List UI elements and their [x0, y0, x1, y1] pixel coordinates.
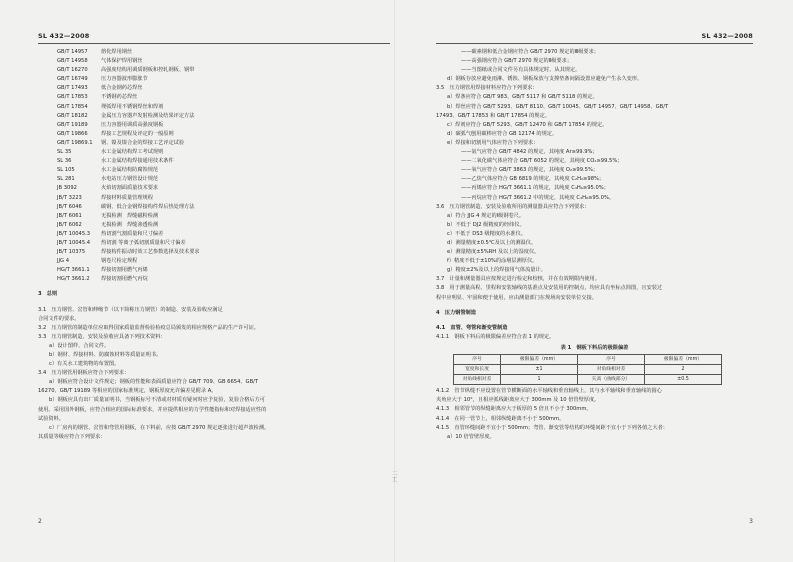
reference-code: GB/T 17493	[57, 85, 88, 92]
reference-title: 水工金属结构防腐蚀规范	[101, 167, 159, 174]
table-row	[454, 365, 722, 375]
clause-3-4-c: c）厂房内的钢管、岔管和弯管用钢板，在下料前，应按 GB/T 2970 规定逐张进行超声波检测。	[49, 424, 270, 431]
clause-3-4-b-cont: 使用。采用国外钢板，应符合相应的国际标准要求，并应提供相应的力学性能指标和对焊接适应性的	[38, 406, 267, 413]
table-header-row	[454, 355, 722, 365]
clause-3-5-c: c）焊剂应符合 GB/T 5293、GB/T 12470 和 GB/T 17854 的规定。	[447, 121, 608, 128]
reference-code: SL 281	[57, 176, 75, 183]
clause-3-4-a-cont: 16270、GB/T 19189 等相应的国家标准规定，钢板厚度允许偏差见附录 A。	[38, 388, 217, 395]
reference-code: GB/T 19866	[57, 130, 88, 137]
reference-code: SL 36	[57, 158, 72, 165]
section-4-1-heading: 4.1 直管、弯管和渐变管制造	[436, 324, 508, 331]
reference-code: SL 105	[57, 167, 75, 174]
reference-title: 焊接切割用燃气丙烷	[101, 276, 148, 283]
reference-entry	[38, 112, 390, 121]
clause-4-1-3: 4.1.3 相邻管节的纵缝距离应大于板厚的 5 倍且不小于 300mm。	[436, 406, 592, 413]
clause-3-6-c: c）不低于 DS3 级精度的水准仪。	[447, 230, 526, 237]
clause-4-1-5-a: a）10 倍管壁厚度。	[447, 433, 495, 440]
reference-title: 埋弧焊用不锈钢焊丝和焊剂	[101, 103, 164, 110]
gas-item-5: ——丙烯应符合 HG/T 3661.1 的规定，其纯度 C₃H₆≥95.0%；	[461, 185, 609, 192]
grade-item-3: ——当图纸或合同文件另有具体规定时，从其规定。	[461, 67, 581, 74]
clause-3-5-d: d）碳弧气刨用碳棒应符合 GB 12174 的规定。	[447, 130, 558, 137]
clause-3-4-d: d）钢板存放应避免雨淋、锈蚀、钢板垛放与支撑垫条间隔设置应避免产生永久变形。	[447, 76, 643, 83]
clause-3-2: 3.2 压力钢管的制造单位应取得国家质量监督检验检疫总局颁发的相应规格产品的生产许可证。	[38, 324, 259, 331]
clause-3-4-b: b）钢板应具有出厂质量证明书，当钢板标号不清或对材质有疑问时应予复验，复验合格后方可	[49, 397, 265, 404]
clause-3-4-b-cont2: 试验资料。	[38, 415, 64, 422]
reference-title: 熔化焊用钢丝	[101, 49, 133, 55]
reference-entry	[38, 66, 390, 75]
clause-3-3-a: a）设计图样、合同文件。	[49, 342, 110, 349]
reference-entry	[38, 121, 390, 130]
clause-4-1-4: 4.1.4 在同一管节上，相邻纵缝距离不小于 500mm。	[436, 415, 565, 422]
reference-code: JJG 4	[57, 258, 70, 265]
left-body	[38, 48, 390, 442]
reference-title: 火焰切割面质量技术要求	[101, 185, 159, 192]
table-row	[454, 375, 722, 385]
table-header-cell: 极限偏差（mm）	[645, 355, 722, 365]
reference-title: 压力容器波形膨胀节	[101, 76, 148, 83]
reference-title: 水工金属结构焊接通用技术条件	[101, 158, 174, 165]
normative-references-list	[38, 48, 390, 284]
reference-entry	[38, 248, 390, 257]
table-cell: 宽度和长度	[454, 365, 501, 375]
table-header-cell: 序号	[454, 355, 501, 365]
reference-entry	[38, 230, 390, 239]
reference-code: GB/T 14958	[57, 58, 88, 65]
reference-title: 钢、镍及镍合金的焊接工艺评定试验	[101, 139, 185, 146]
clause-3-5: 3.5 压力钢管用焊接材料应符合下列要求：	[436, 85, 538, 92]
reference-code: JB/T 10375	[57, 249, 86, 256]
right-page-number: 3	[749, 518, 753, 525]
reference-code: JB/T 10045.4	[57, 239, 91, 246]
clause-3-1: 3.1 压力钢管、岔管和伸缩节（以下简称压力钢管）的制造、安装及验收应满足	[38, 306, 223, 313]
reference-entry	[38, 212, 390, 221]
table-cell: ±1	[501, 365, 578, 375]
clause-3-6-a: a）符合 JJG 4 规定的Ⅰ级钢卷尺。	[447, 212, 525, 219]
reference-title: 气体保护焊用钢丝	[101, 58, 143, 65]
reference-code: JB/T 6046	[57, 203, 82, 210]
reference-title: 焊接工艺规程及评定的一般原则	[101, 130, 174, 137]
reference-entry	[38, 275, 390, 284]
clause-4-1-1: 4.1.1 钢板下料后的极限偏差应符合表 1 的规定。	[436, 333, 555, 340]
reference-title: 热切割 等离子弧切割质量和尺寸偏差	[101, 239, 186, 246]
table-cell: 对角线相对差	[454, 375, 501, 385]
clause-3-5-b-cont: 17493、GB/T 17853 和 GB/T 17854 的规定。	[436, 112, 550, 119]
reference-entry	[38, 166, 390, 175]
reference-code: SL 35	[57, 149, 72, 156]
reference-title: 高强度结构用调质钢板和控轧钢板、钢带	[101, 67, 195, 74]
clause-4-1-2: 4.1.2 管节纵缝不应设置在管节横断面的水平轴线和垂直轴线上，其与水平轴线和垂直轴线的圆心	[436, 388, 662, 395]
reference-code: GB/T 16270	[57, 67, 88, 74]
clause-3-8-cont: 程中应明显、牢固和便于使用，应由测量部门在规场向安装单位交接。	[436, 294, 597, 301]
clause-3-6-b: b）不低于 DJ2 级精度的经纬仪。	[447, 221, 525, 228]
reference-entry	[38, 221, 390, 230]
clause-3-6-f: f）精度不低于±10%的涂層层测厚仪。	[447, 258, 538, 265]
reference-entry	[38, 257, 390, 266]
table-cell: 1	[501, 375, 578, 385]
reference-title: 焊接材料质量管理规程	[101, 194, 153, 201]
reference-title: 钢卷尺检定规程	[101, 258, 138, 265]
right-page	[396, 0, 793, 562]
reference-code: GB/T 17854	[57, 103, 88, 110]
reference-code: GB/T 19189	[57, 121, 88, 128]
clause-3-6: 3.6 压力钢管制造、安装及验收所用的测量器具应符合下列要求：	[436, 203, 590, 210]
gas-item-6: ——丙烷应符合 HG/T 3661.2 中的规定，其纯度 C₃H₈≥95.0%。	[461, 194, 615, 201]
clause-4-1-5: 4.1.5 直管环缝间距不宜小于 500mm；弯管、渐变管等结构的环缝间距不宜小于下列各值之大者：	[436, 424, 668, 431]
reference-title: 无损检测 焊缝渗透检测	[101, 221, 159, 228]
reference-entry	[38, 48, 390, 57]
reference-entry	[38, 203, 390, 212]
reference-code: JB 3092	[57, 185, 77, 192]
reference-title: 金属压力容器声发射检测及结果评定方法	[101, 112, 195, 119]
clause-4-1-2-cont: 夹角应大于 10°，且相应弧线距离应大于 300mm 及 10 倍管壁厚度。	[436, 397, 600, 404]
clause-3-3-b: b）钢材、焊接材料、防腐蚀材料等质量证明书。	[49, 352, 162, 358]
reference-title: 低合金钢药芯焊丝	[101, 85, 143, 92]
reference-title: 压力容器用调质高强度钢板	[101, 121, 164, 128]
reference-title: 无损检测 焊缝磁粉检测	[101, 212, 159, 219]
reference-title: 焊接构件振动时效工艺参数选择及技术要求	[101, 249, 200, 256]
clause-3-1-cont: 合同文件的要求。	[38, 315, 80, 322]
table-header-cell: 极限偏差（mm）	[501, 355, 578, 365]
reference-entry	[38, 148, 390, 157]
clause-3-3-c: c）有关水工建筑物的布置图。	[49, 361, 120, 368]
clause-3-5-a: a）焊条应符合 GB/T 983、GB/T 5117 和 GB/T 5118 的规定。	[447, 94, 598, 101]
reference-code: GB/T 19869.1	[57, 139, 93, 146]
table-header-cell: 序号	[578, 355, 645, 365]
right-header: SL 432—2008	[701, 32, 753, 40]
reference-code: JB/T 10045.3	[57, 230, 91, 237]
clause-3-6-d: d）测量精度±0.5℃及以上的测温仪。	[447, 239, 537, 246]
table-cell: 矢高（曲线部分）	[578, 375, 645, 385]
section-4-heading: 4 压力钢管制造	[436, 309, 476, 316]
clause-3-4-c-cont: 其质量等级应符合下列要求：	[38, 433, 106, 440]
table-cell: 2	[645, 365, 722, 375]
clause-3-3: 3.3 压力钢管制造、安装及验收应具备下列技术资料：	[38, 333, 166, 340]
reference-entry	[38, 175, 390, 184]
reference-code: HG/T 3661.1	[57, 267, 90, 274]
clause-3-5-e: e）焊接和切割用气体应符合下列要求：	[447, 139, 539, 146]
gas-item-3: ——氧气应符合 GB/T 3863 的规定，其纯度 O₂≥99.5%；	[461, 167, 599, 174]
reference-code: GB/T 17853	[57, 94, 88, 101]
clause-3-8: 3.8 用于测量高程、里程和安装轴线的基准点及安装用的控制点，均应具有坐标点简图，且安装过	[436, 285, 663, 292]
reference-entry	[38, 84, 390, 93]
left-header: SL 432—2008	[38, 32, 90, 40]
reference-code: JB/T 6062	[57, 221, 82, 228]
reference-entry	[38, 266, 390, 275]
table-cell: 对角线相对差	[578, 365, 645, 375]
reference-entry	[38, 103, 390, 112]
gas-item-4: ——乙炔气体应符合 GB 6819 的规定，其纯度 C₂H₂≥98%；	[461, 176, 605, 183]
table-cell: ±0.5	[645, 375, 722, 385]
left-page	[0, 0, 396, 562]
right-body	[436, 48, 753, 442]
gas-item-2: ——二氧化碳气体应符合 GB/T 6052 的规定，其纯度 CO₂≥99.5%；	[461, 158, 623, 165]
reference-entry	[38, 130, 390, 139]
right-header-rule	[436, 43, 753, 44]
reference-entry	[38, 157, 390, 166]
reference-entry	[38, 75, 390, 84]
reference-entry	[38, 194, 390, 203]
grade-item-2: ——高强钢应符合 GB/T 2970 规定的Ⅱ级要求；	[461, 58, 573, 65]
reference-code: GB/T 14957	[57, 49, 88, 55]
reference-entry	[38, 184, 390, 193]
reference-code: GB/T 18182	[57, 112, 88, 119]
grade-item-1: ——碳素钢和低合金钢应符合 GB/T 2970 规定的Ⅲ级要求；	[461, 49, 599, 55]
reference-title: 水工金属结构焊工考试规则	[101, 149, 164, 156]
gutter-mark: 二工	[390, 470, 397, 482]
left-header-rule	[38, 43, 390, 44]
reference-entry	[38, 239, 390, 248]
reference-title: 焊接切割用燃气丙烯	[101, 267, 148, 274]
table-1-title: 表 1 钢板下料后的极限偏差	[560, 344, 629, 351]
table-1	[453, 354, 722, 385]
clause-3-6-e: e）测量精度±5%RH 及以上的湿度仪。	[447, 249, 540, 256]
reference-code: JB/T 6061	[57, 212, 82, 219]
clause-3-6-g: g）精度±2%及以上的焊接用气体流量计。	[447, 267, 546, 274]
reference-title: 热切割气割质量和尺寸偏差	[101, 230, 164, 237]
reference-title: 不锈钢药芯焊丝	[101, 94, 138, 101]
clause-3-5-b: b）焊丝应符合 GB/T 5293、GB/T 8110、GB/T 10045、GB/T 14957、GB/T 14958、GB/T	[447, 103, 669, 110]
section-3-heading: 3 总则	[38, 291, 58, 298]
reference-code: HG/T 3661.2	[57, 276, 90, 283]
gas-item-1: ——氩气应符合 GB/T 4842 的规定，其纯度 Ar≥99.9%；	[461, 149, 598, 156]
clause-3-4-a: a）钢板应符合设计文件规定；钢板的性能和表面质量应符合 GB/T 709、GB 6654、GB/T	[49, 379, 259, 386]
reference-entry	[38, 93, 390, 102]
reference-title: 水电站压力钢管设计规范	[101, 176, 159, 183]
reference-entry	[38, 139, 390, 148]
reference-code: JB/T 3223	[57, 194, 82, 201]
reference-entry	[38, 57, 390, 66]
clause-3-7: 3.7 计量和测量器具应按规定进行检定和校核，并在有效期限内使用。	[436, 276, 600, 283]
left-page-number: 2	[38, 518, 42, 525]
clause-3-4: 3.4 压力钢管用钢板应符合下列要求：	[38, 370, 130, 377]
reference-title: 碳钢、低合金钢焊接构件焊后热处理方法	[101, 203, 195, 210]
reference-code: GB/T 16749	[57, 76, 88, 83]
